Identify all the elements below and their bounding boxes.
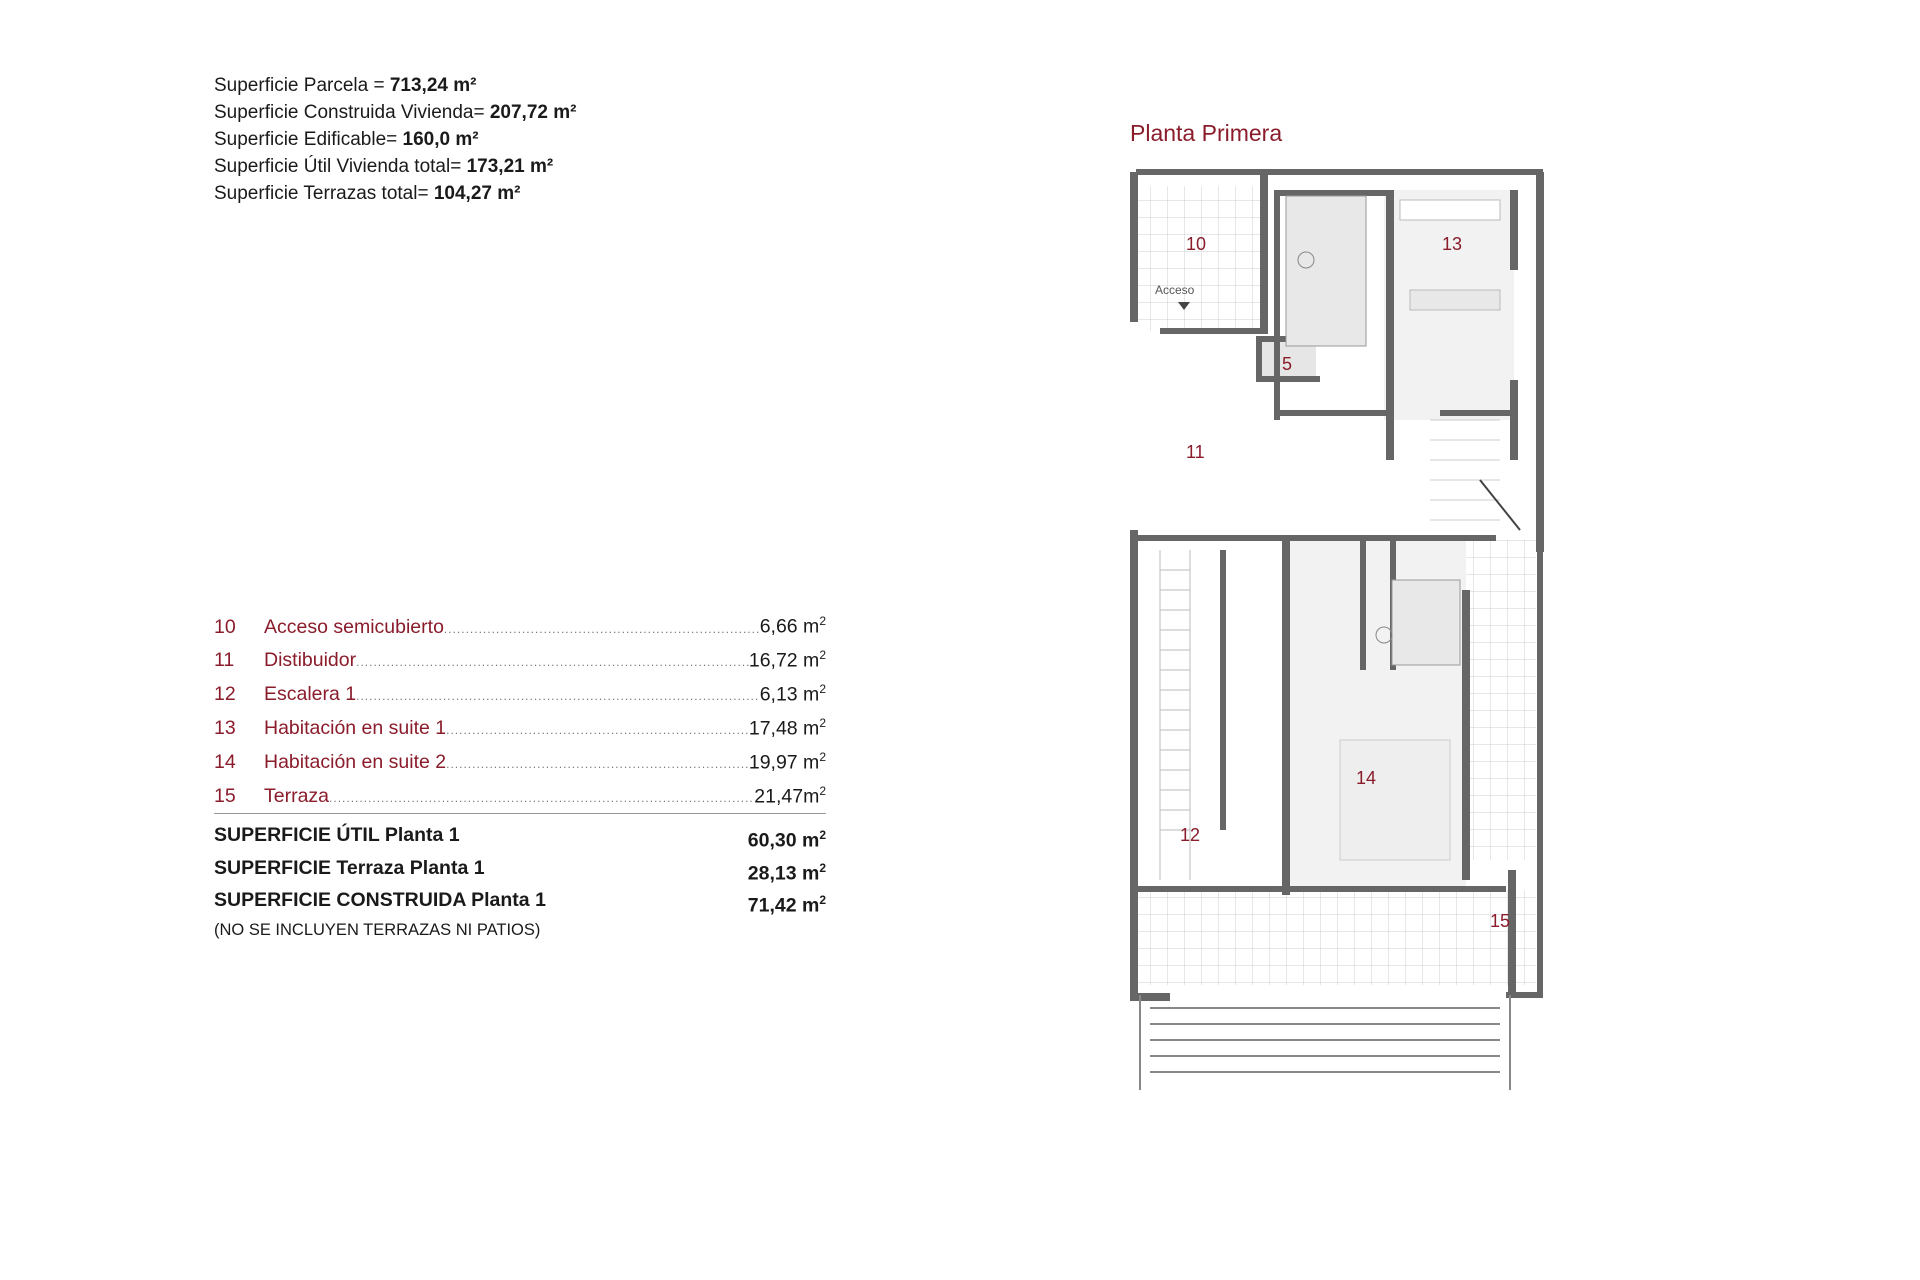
room-area-exponent: 2 [819, 647, 826, 662]
room-number: 14 [214, 751, 236, 774]
total-exponent: 2 [819, 860, 826, 875]
stair-rail [1220, 550, 1226, 830]
area-summary [214, 72, 576, 207]
totals-block [214, 813, 826, 940]
stair-2 [1430, 420, 1520, 530]
exterior-steps [1140, 995, 1510, 1090]
bed-icon [1410, 290, 1500, 310]
bathroom-1 [1286, 196, 1366, 346]
leader-dots [329, 785, 754, 811]
total-row [214, 822, 826, 855]
room-area [749, 710, 826, 742]
room-number: 15 [214, 785, 236, 808]
room-area-value: 6,66 m [759, 615, 820, 638]
room-list [214, 608, 826, 811]
wall-segment [1130, 993, 1170, 1001]
room-area-value: 16,72 m [748, 649, 820, 672]
room-area [749, 744, 826, 776]
room-label-11: 11 [1186, 442, 1205, 462]
summary-value: 207,72 m² [489, 102, 577, 123]
room-label-14: 14 [1356, 768, 1377, 788]
wall-segment [1282, 535, 1290, 895]
room-area [749, 642, 826, 674]
leader-dots [356, 683, 760, 709]
room-name: Distibuidor [264, 649, 357, 672]
total-value [748, 822, 826, 855]
summary-row [214, 72, 576, 99]
leader-dots [444, 616, 760, 642]
total-label: SUPERFICIE ÚTIL Planta 1 [214, 824, 460, 846]
wall-segment [1508, 870, 1516, 995]
total-row [214, 887, 826, 920]
room-label-13: 13 [1442, 234, 1463, 254]
room-row [214, 710, 826, 744]
summary-value: 173,21 m² [466, 156, 554, 177]
total-label: SUPERFICIE CONSTRUIDA Planta 1 [214, 889, 546, 911]
bed-icon [1340, 740, 1450, 860]
leader-dots [446, 751, 749, 777]
room-area-exponent: 2 [819, 783, 826, 798]
room-area-exponent: 2 [819, 749, 826, 764]
wall-segment [1260, 172, 1268, 332]
terrace-floor [1136, 890, 1536, 985]
total-value-number: 28,13 m [747, 862, 820, 884]
wall-segment [1274, 190, 1394, 196]
room-area-exponent: 2 [819, 614, 826, 628]
access-label: Acceso [1155, 283, 1195, 297]
summary-label: Superficie Construida Vivienda= [214, 102, 490, 123]
room-row [214, 642, 826, 676]
room-number: 10 [214, 615, 236, 638]
bed-headboard [1400, 200, 1500, 220]
room-number: 11 [214, 649, 235, 672]
summary-label: Superficie Terrazas total= [214, 183, 434, 204]
wall-segment [1136, 886, 1506, 892]
summary-value: 104,27 m² [433, 183, 521, 204]
leader-dots [356, 649, 749, 675]
wall-segment [1360, 540, 1366, 670]
room-row [214, 676, 826, 710]
total-value [748, 887, 826, 920]
room-row [214, 608, 826, 642]
total-value-number: 71,42 m [747, 894, 820, 917]
room-label-5: 5 [1282, 354, 1293, 374]
room-number: 13 [214, 717, 236, 740]
wall-segment [1136, 535, 1496, 541]
total-value-number: 60,30 m [747, 829, 820, 852]
room-area-value: 19,97 m [748, 751, 820, 774]
room-area [760, 608, 826, 640]
wall-segment [1536, 172, 1544, 552]
wall-segment [1510, 380, 1518, 460]
wall-segment [1440, 410, 1518, 416]
wall-segment [1160, 328, 1268, 334]
total-label: SUPERFICIE Terraza Planta 1 [214, 856, 485, 879]
summary-label: Superficie Parcela = [214, 75, 390, 96]
room-label-10: 10 [1186, 234, 1207, 254]
room-area [760, 676, 826, 708]
plan-title: Planta Primera [1130, 120, 1283, 146]
room-name: Escalera 1 [264, 683, 357, 706]
wall-segment [1256, 336, 1262, 382]
summary-row [214, 153, 576, 180]
room-area-exponent: 2 [819, 681, 826, 696]
room-area-value: 17,48 m [748, 717, 820, 740]
total-exponent: 2 [819, 828, 826, 842]
floor-plan [1100, 150, 1580, 1100]
room-number: 12 [214, 683, 236, 706]
room-row [214, 778, 826, 812]
room-label-15: 15 [1490, 911, 1511, 931]
room-name: Habitación en suite 2 [264, 751, 447, 774]
leader-dots [446, 717, 749, 743]
bathroom-2 [1392, 580, 1460, 665]
wall-segment [1462, 590, 1470, 880]
terrace-side-floor [1466, 540, 1536, 860]
wall-segment [1274, 410, 1394, 416]
summary-row [214, 99, 576, 126]
wall-segment [1130, 530, 1138, 995]
room-row [214, 744, 826, 778]
summary-label: Superficie Edificable= [214, 129, 403, 150]
room-area-exponent: 2 [819, 715, 826, 730]
room-area [754, 778, 826, 810]
room-name: Habitación en suite 1 [264, 717, 447, 740]
room-area-value: 6,13 m [759, 683, 820, 706]
summary-label: Superficie Útil Vivienda total= [214, 156, 467, 177]
summary-row [214, 126, 576, 153]
total-value [748, 855, 826, 888]
room-name: Acceso semicubierto [264, 615, 444, 638]
summary-row [214, 180, 576, 207]
room-label-12: 12 [1180, 825, 1201, 845]
wall-segment [1130, 172, 1138, 322]
total-row [214, 855, 826, 888]
wall-segment [1510, 190, 1518, 270]
wall-segment [1274, 190, 1280, 420]
exclusion-note: (NO SE INCLUYEN TERRAZAS NI PATIOS) [214, 920, 541, 939]
summary-value: 160,0 m² [402, 129, 479, 150]
summary-value: 713,24 m² [389, 75, 477, 96]
wall-segment [1260, 376, 1320, 382]
access-floor [1136, 186, 1264, 331]
room-name: Terraza [264, 785, 330, 808]
wall-segment [1386, 190, 1394, 460]
total-exponent: 2 [819, 893, 826, 907]
room-area-value: 21,47m [754, 785, 820, 808]
